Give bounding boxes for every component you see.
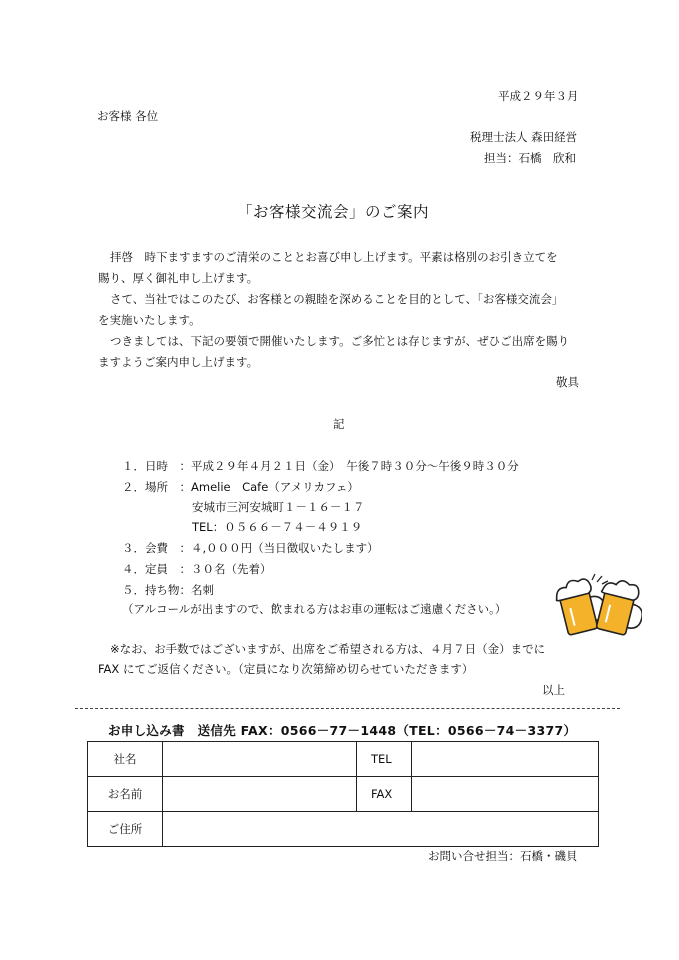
cut-line-divider — [75, 708, 620, 709]
recipient: お客様 各位 — [97, 109, 159, 123]
detail-belongings: ５．持ち物：名刺 — [122, 583, 214, 597]
closing-keigu: 敬具 — [556, 375, 579, 389]
inquiry-contact: お問い合せ担当：石橋・磯貝 — [428, 849, 578, 863]
table-row — [88, 777, 599, 812]
contact-person: 担当：石橋 欣和 — [484, 151, 576, 165]
company-label: 社名 — [88, 742, 163, 777]
detail-alcohol-note: （アルコールが出ますので、飲まれる方はお車の運転はご遠慮ください。） — [122, 602, 507, 616]
reply-note-line1: ※なお、お手数ではございますが、出席をご希望される方は、４月７日（金）までに — [110, 642, 546, 656]
ki-heading: 記 — [333, 417, 345, 431]
table-row — [88, 742, 599, 777]
detail-datetime: １．日時 ：平成２９年４月２１日（金） 午後７時３０分〜午後９時３０分 — [122, 459, 519, 473]
name-label: お名前 — [88, 777, 163, 812]
body-line: を実施いたします。 — [98, 313, 201, 327]
detail-tel: TEL：０５６６－７４－４９１９ — [192, 520, 363, 534]
application-form-table — [87, 741, 599, 847]
body-line: つきましては、下記の要領で開催いたします。ご多忙とは存じますが、ぜひご出席を賜り — [110, 334, 570, 348]
application-form-heading: お申し込み書 送信先 FAX：0566－77－1448（TEL：0566－74－3377） — [108, 723, 577, 738]
tel-field[interactable] — [412, 742, 599, 777]
document-date: 平成２９年３月 — [498, 89, 579, 103]
body-text — [98, 247, 584, 373]
address-label: ご住所 — [88, 812, 163, 847]
body-line: 拝啓 時下ますますのご清栄のこととお喜び申し上げます。平素は格別のお引き立てを — [110, 250, 558, 264]
reply-note-line2: FAX にてご返信ください。（定員になり次第締め切らせていただきます） — [98, 662, 474, 676]
name-field[interactable] — [163, 777, 357, 812]
detail-address: 安城市三河安城町１－１６－１７ — [192, 500, 365, 514]
address-field[interactable] — [163, 812, 599, 847]
detail-fee: ３．会費 ：４,０００円（当日徴収いたします） — [122, 541, 379, 555]
body-line: ますようご案内申し上げます。 — [98, 355, 259, 369]
tel-label: TEL — [357, 742, 412, 777]
closing-ijo: 以上 — [542, 683, 565, 697]
body-line: さて、当社ではこのたび、お客様との親睦を深めることを目的として、「お客様交流会」 — [110, 292, 564, 306]
beer-mugs-icon — [552, 570, 642, 642]
detail-capacity: ４．定員 ：３０名（先着） — [122, 562, 272, 576]
fax-field[interactable] — [412, 777, 599, 812]
body-line: 賜り、厚く御礼申し上げます。 — [98, 271, 259, 285]
company-field[interactable] — [163, 742, 357, 777]
detail-place: ２．場所 ：Amelie Cafe（アメリカフェ） — [122, 480, 359, 494]
table-row — [88, 812, 599, 847]
fax-label: FAX — [357, 777, 412, 812]
company-name: 税理士法人 森田経営 — [470, 130, 578, 144]
page-title: 「お客様交流会」のご案内 — [237, 203, 430, 221]
